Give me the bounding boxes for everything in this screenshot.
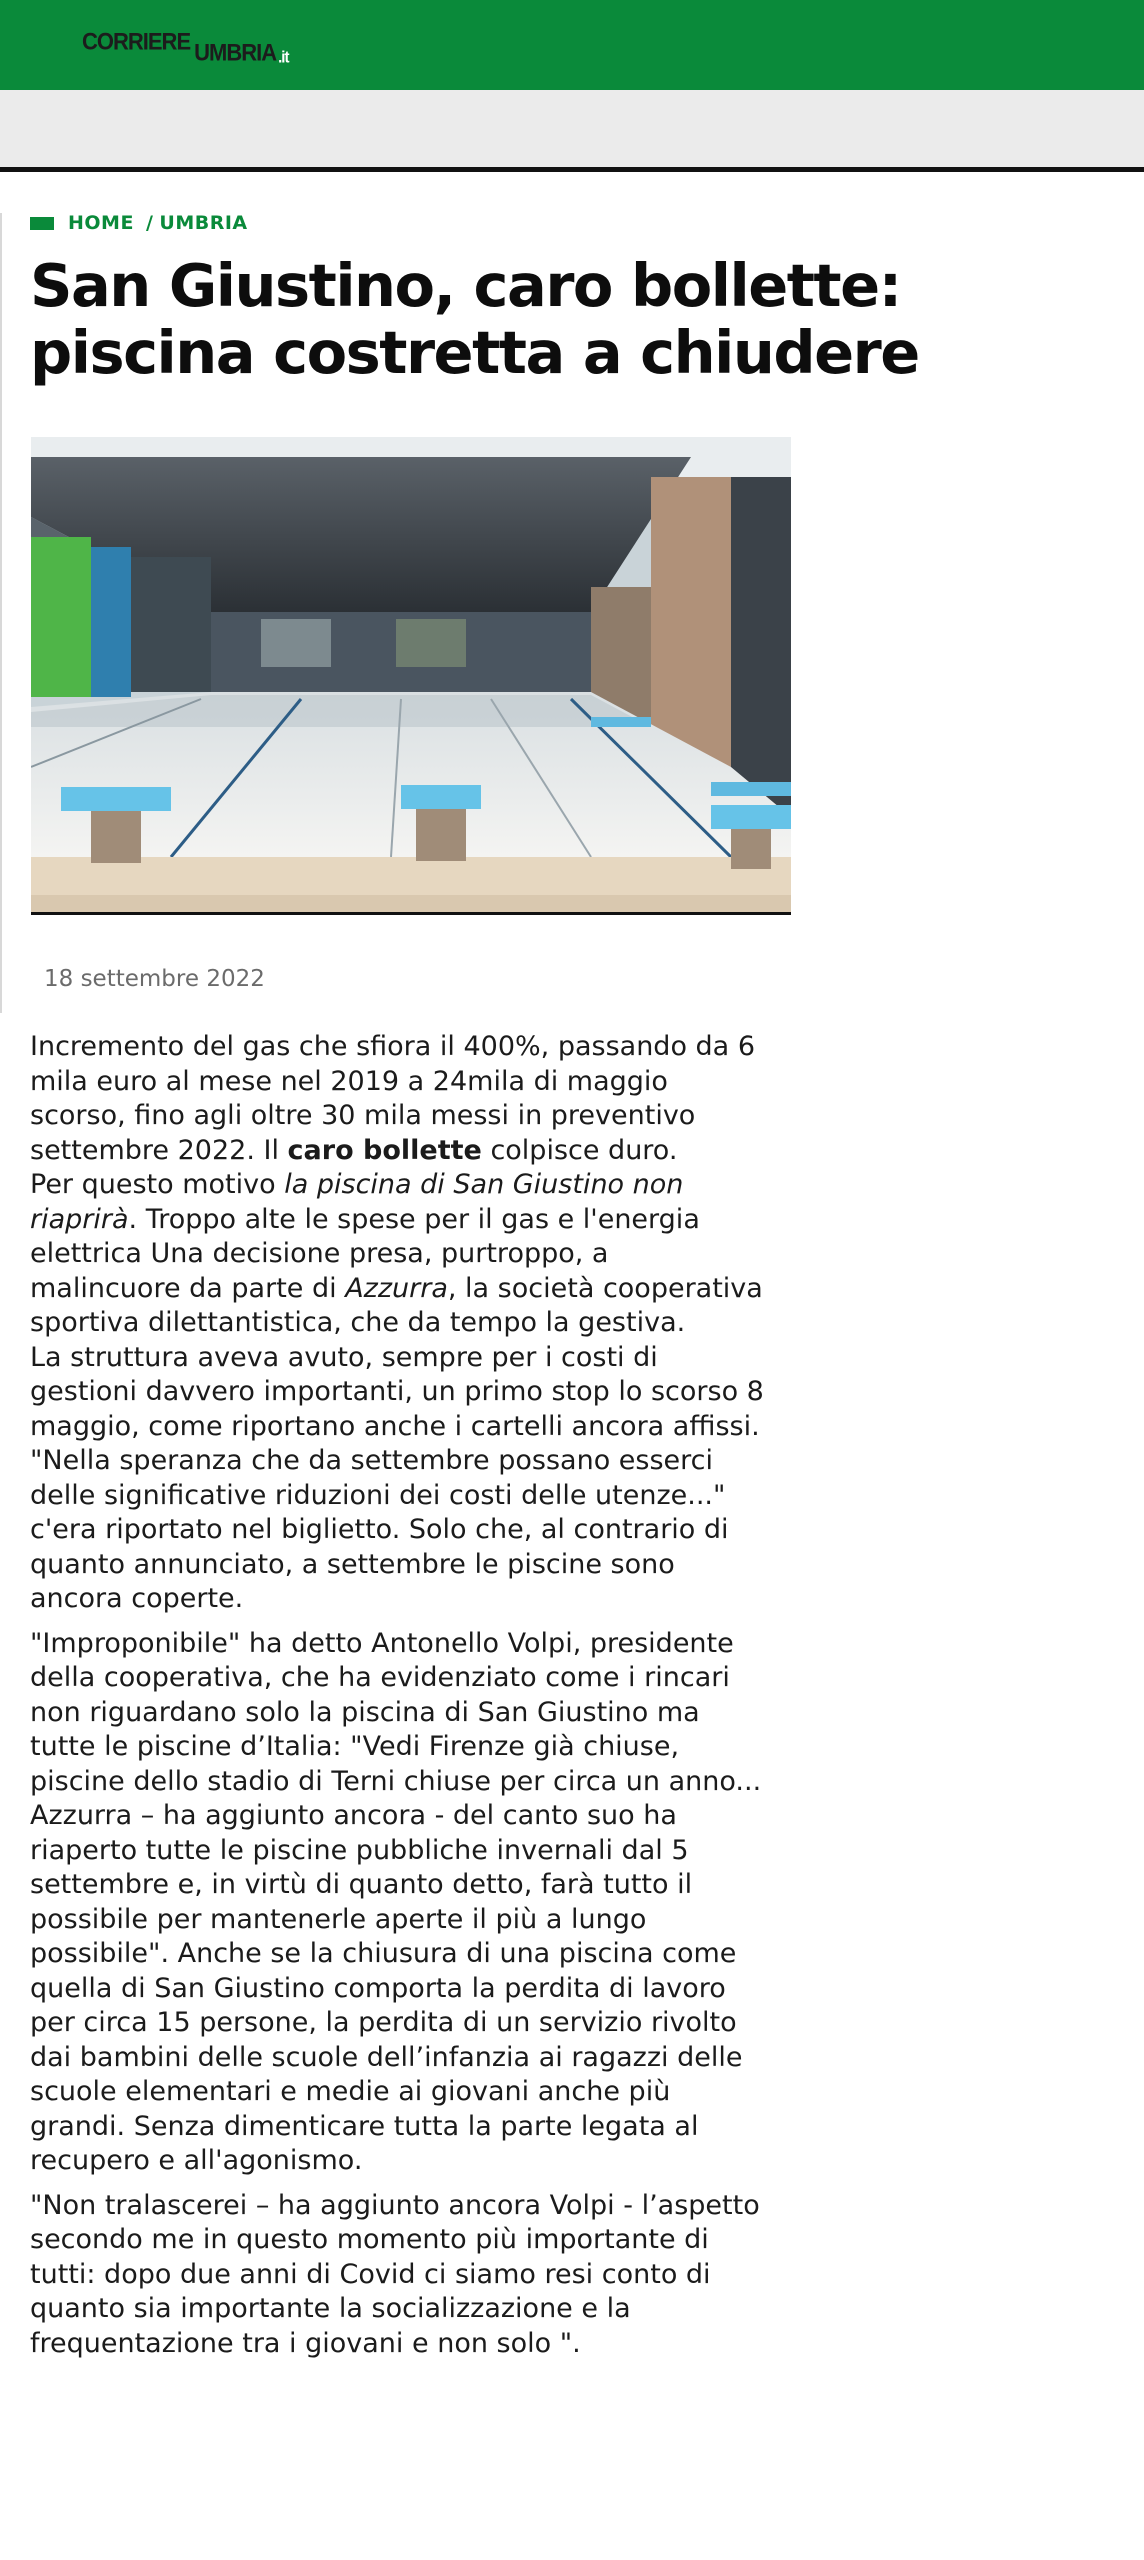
text-run: colpisce duro. [481, 1134, 678, 1166]
text-run: , la società cooperativa sportiva dilettantistica, che da tempo la gestiva. [30, 1272, 763, 1338]
article-date: 18 settembre 2022 [44, 966, 265, 992]
bold-text: caro bollette [287, 1134, 482, 1166]
text-run: Incremento del gas che sfiora il 400%, passando da 6 mila euro al mese nel 2019 a 24mila di maggio scorso, fino agli oltre 30 mila messi in preventivo settembre 2022. Il [30, 1031, 755, 1166]
left-divider [0, 213, 2, 1013]
sub-navigation-bar [0, 90, 1144, 172]
article-paragraph-3: La struttura aveva avuto, sempre per i costi di gestioni davvero importanti, un primo stop lo scorso 8 maggio, come riportano anche i cartelli ancora affissi. "Nella speranza che da settembre possano esserci delle significative riduzioni dei costi delle utenze..." c'era riportato nel biglietto. Solo che, al contrario di quanto annunciato, a settembre le piscine sono ancora coperte. [30, 1341, 764, 1614]
site-logo[interactable] [82, 24, 289, 68]
breadcrumb-section-link[interactable]: UMBRIA [159, 212, 248, 234]
article-paragraph-5: "Non tralascerei – ha aggiunto ancora Volpi - l’aspetto secondo me in questo momento più importante di tutti: dopo due anni di Covid ci siamo resi conto di quanto sia importante la socializzazione e la frequentazione tra i giovani e non solo ". [30, 2189, 760, 2359]
article-body [30, 1030, 765, 2361]
italic-text: la piscina di San Giustino non riaprirà [30, 1169, 684, 1235]
breadcrumb [30, 212, 248, 234]
article-hero-image [31, 437, 791, 915]
text-run: . Troppo alte le spese per il gas e l'energia elettrica Una decisione presa, purtroppo, a malincuore da parte di [30, 1203, 700, 1304]
breadcrumb-home-link[interactable]: HOME [68, 212, 134, 234]
logo-text-umbria: UMBRIA [194, 38, 277, 66]
pool-image [31, 437, 791, 912]
section-flag-icon [30, 217, 54, 230]
italic-text: Azzurra [345, 1272, 448, 1304]
article-title: San Giustino, caro bollette: piscina costretta a chiudere [30, 251, 919, 387]
article-paragraph-1 [30, 1030, 765, 1168]
logo-text-domain: .it [278, 47, 289, 67]
article-paragraph-4: "Improponibile" ha detto Antonello Volpi, presidente della cooperativa, che ha evidenziato come i rincari non riguardano solo la piscina di San Giustino ma tutte le piscine d’Italia: "Vedi Firenze già chiuse, piscine dello stadio di Terni chiuse per circa un anno... Azzurra – ha aggiunto ancora - del canto suo ha riaperto tutte le piscine pubbliche invernali dal 5 settembre e, in virtù di quanto detto, farà tutto il possibile per mantenerle aperte il più a lungo possibile". Anche se la chiusura di una piscina come quella di San Giustino comporta la perdita di lavoro per circa 15 persone, la perdita di un servizio rivolto dai bambini delle scuole dell’infanzia ai ragazzi delle scuole elementari e medie ai giovani anche più grandi. Senza dimenticare tutta la parte legata al recupero e all'agonismo. [30, 1627, 762, 2176]
site-header [0, 0, 1144, 90]
text-run: Per questo motivo [30, 1169, 285, 1200]
breadcrumb-separator: / [145, 212, 154, 234]
article-paragraph-2 [30, 1168, 765, 1341]
logo-text-corriere: CORRIERE [82, 27, 191, 55]
